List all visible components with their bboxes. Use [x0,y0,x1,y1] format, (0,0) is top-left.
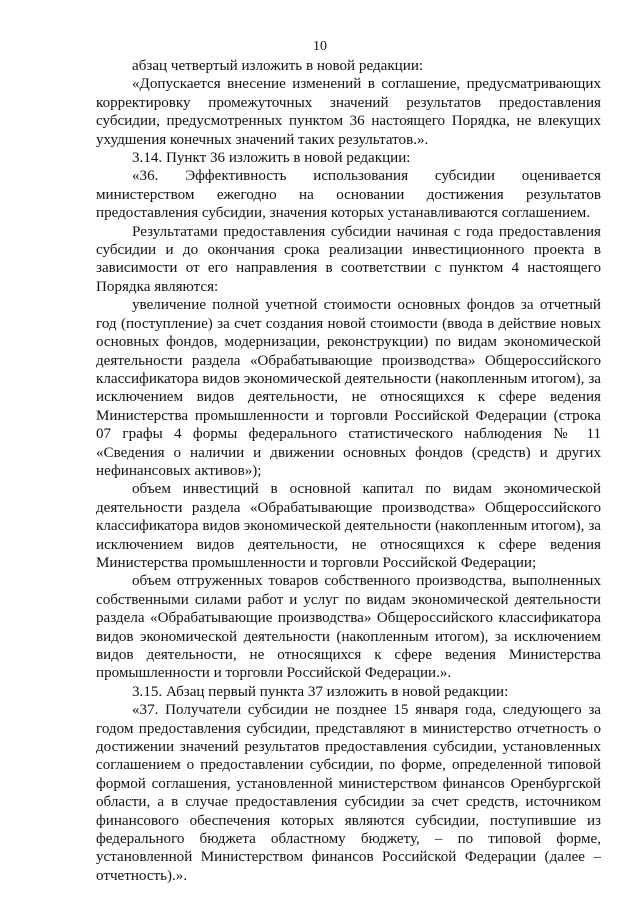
paragraph-8: объем отгруженных товаров собственного производства, выполненных собственными силами работ и услуг по видам экономической деятельности раздела «Обрабатывающие производства» Общероссийского классификатора видов экономической деятельности (накопленным итогом), за исключением видов деятельности, не относящихся к сфере ведения Министерства промышленности и торговли Российской Федерации.». [96,573,601,682]
paragraph-9: 3.15. Абзац первый пункта 37 изложить в новой редакции: [132,683,509,700]
paragraph-5: Результатами предоставления субсидии начиная с года предоставления субсидии и до окончания срока реализации инвестиционного проекта в зависимости от его направления в соответствии с пунктом 4 настоящего Порядка являются: [96,223,601,295]
paragraph-6: увеличение полной учетной стоимости основных фондов за отчетный год (поступление) за счет создания новой стоимости (ввода в действие новых основных фондов, модернизации, реконструкции) по видам экономической деятельности раздела «Обрабатывающие производства» Общероссийского классификатора видов экономической деятельности (накопленным итогом), за исключением видов деятельности, не относящихся к сфере ведения Министерства промышленности и торговли Российской Федерации (строка 07 графы 4 формы федерального статистического наблюдения № 11 «Сведения о наличии и движении основных фондов (средств) и других нефинансовых активов»); [96,297,601,479]
paragraph-7: объем инвестиций в основной капитал по видам экономической деятельности раздела «Обрабатывающие производства» Общероссийского классификатора видов экономической деятельности (накопленным итогом), за исключением видов деятельности, не относящихся к сфере ведения Министерства промышленности и торговли Российской Федерации; [96,481,601,571]
paragraph-4: «36. Эффективность использования субсидии оценивается министерством ежегодно на основании достижения результатов предоставления субсидии, значения которых устанавливаются соглашением. [96,168,601,222]
paragraph-1: абзац четвертый изложить в новой редакции: [132,58,424,74]
document-body [96,57,601,885]
paragraph-3: 3.14. Пункт 36 изложить в новой редакции: [132,150,411,167]
page-number: 10 [313,39,327,54]
paragraph-2: «Допускается внесение изменений в соглашение, предусматривающих корректировку промежуточных значений результатов предоставления субсидии, предусмотренных пунктом 36 настоящего Порядка, не влекущих ухудшения конечных значений таких результатов.». [96,76,601,148]
paragraph-10: «37. Получатели субсидии не позднее 15 января года, следующего за годом предоставления субсидии, представляют в министерство отчетность о достижении значений результатов предоставления субсидии, установленных соглашением о предоставлении субсидии, по форме, определенной типовой формой соглашения, установленной министерством финансов Оренбургской области, а в случае предоставления субсидии за счет средств, источником финансового обеспечения которых являются субсидии, поступившие из федерального бюджета областному бюджету, – по типовой форме, установленной Министерством финансов Российской Федерации (далее – отчетность).». [96,702,601,884]
